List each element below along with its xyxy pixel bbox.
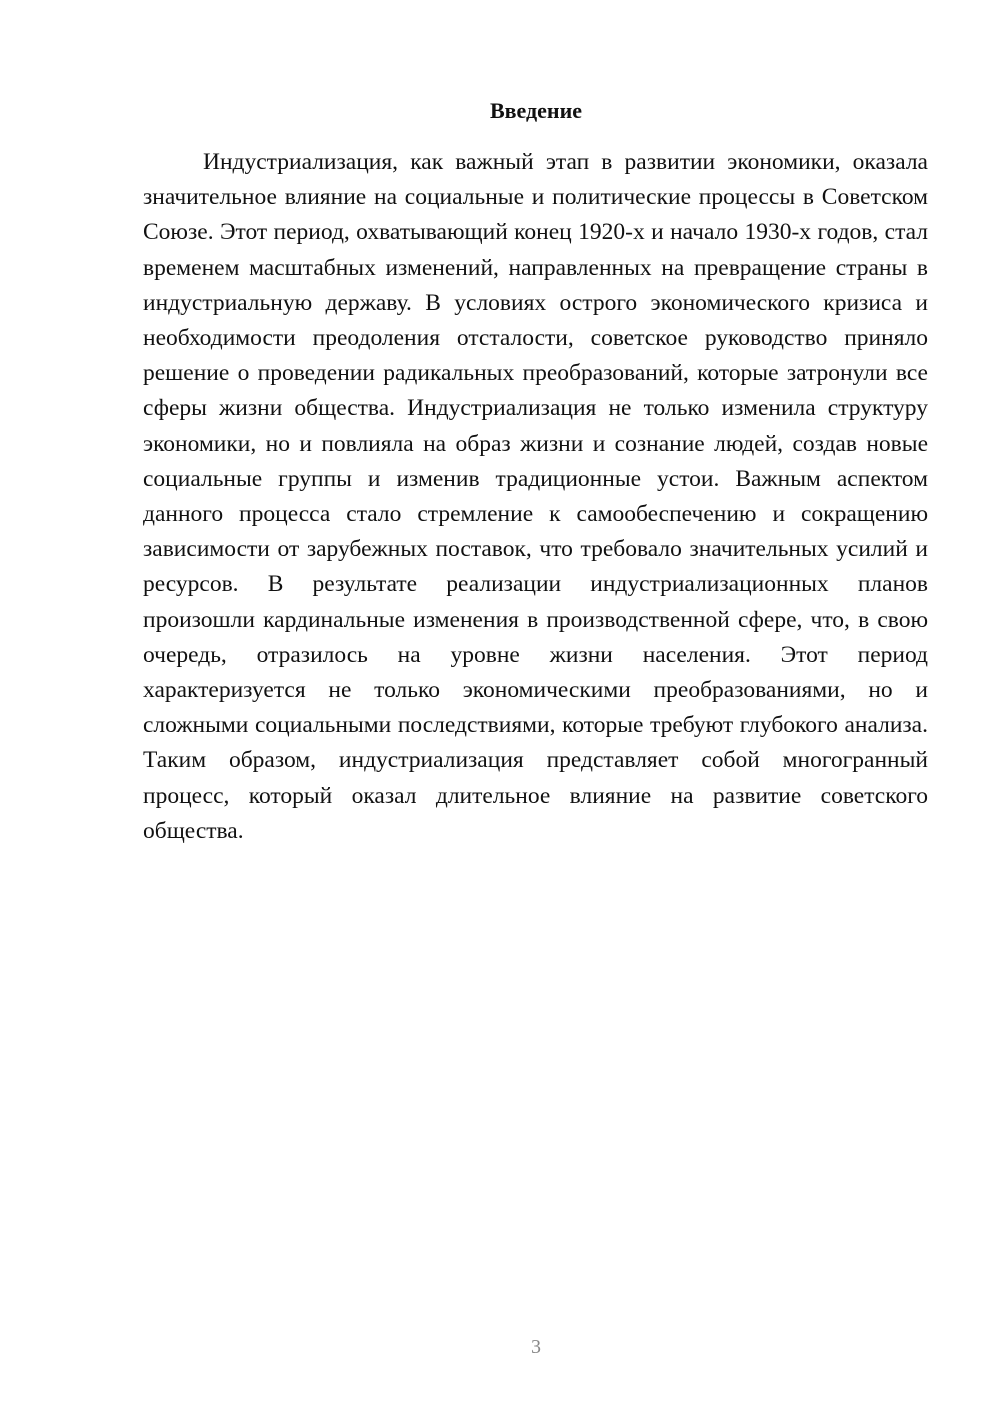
body-paragraph: Индустриализация, как важный этап в развитии экономики, оказала значительное влияние на социальные и политические процессы в Советском Союзе. Этот период, охватывающий конец 1920-х и начало 1930-х годов, стал временем масштабных изменений, направленных на превращение страны в индустриальную державу. В условиях острого экономического кризиса и необходимости преодоления отсталости, советское руководство приняло решение о проведении радикальных преобразований, которые затронули все сферы жизни общества. Индустриализация не только изменила структуру экономики, но и повлияла на образ жизни и сознание людей, создав новые социальные группы и изменив традиционные устои. Важным аспектом данного процесса стало стремление к самообеспечению и сокращению зависимости от зарубежных поставок, что требовало значительных усилий и ресурсов. В результате реализации индустриализационных планов произошли кардинальные изменения в производственной сфере, что, в свою очередь, отразилось на уровне жизни населения. Этот период характеризуется не только экономическими преобразованиями, но и сложными социальными последствиями, которые требуют глубокого анализа. Таким образом, индустриализация представляет собой многогранный процесс, который оказал длительное влияние на развитие советского общества. xyxy=(143,149,928,844)
section-heading: Введение xyxy=(489,98,583,123)
page-number: 3 xyxy=(531,1336,541,1358)
